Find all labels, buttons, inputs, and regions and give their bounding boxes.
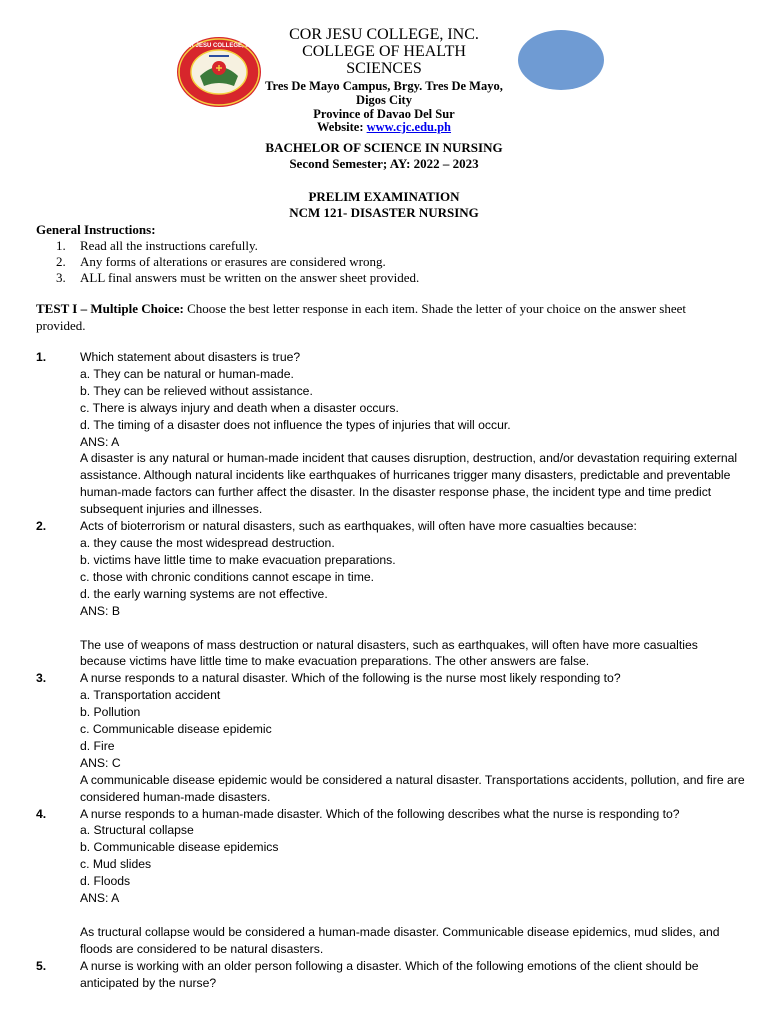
option: b. victims have little time to make evacuation preparations. xyxy=(80,552,396,567)
test1-instruction-text: Choose the best letter response in each item. Shade the letter of your choice on the answer sheet provided. xyxy=(36,301,686,333)
option: b. Communicable disease epidemics xyxy=(80,840,279,855)
option: a. They can be natural or human-made. xyxy=(80,366,294,381)
question-item xyxy=(36,958,746,992)
address-line1: Tres De Mayo Campus, Brgy. Tres De Mayo, xyxy=(265,79,503,93)
instruction-item xyxy=(56,254,386,270)
option: c. Communicable disease epidemic xyxy=(80,722,272,737)
exam-course: NCM 121- DISASTER NURSING xyxy=(289,205,479,220)
question-number: 1. xyxy=(36,350,47,364)
option: a. Structural collapse xyxy=(80,823,194,838)
test1-label: TEST I – Multiple Choice: xyxy=(36,301,184,316)
document-header xyxy=(0,0,768,140)
option: c. Mud slides xyxy=(80,857,152,872)
instruction-item xyxy=(56,238,258,254)
option: a. Transportation accident xyxy=(80,688,221,703)
address-line3: Province of Davao Del Sur xyxy=(313,107,455,121)
question-list xyxy=(36,349,746,992)
program-name: BACHELOR OF SCIENCE IN NURSING xyxy=(265,140,503,155)
answer-key: ANS: A xyxy=(80,891,120,906)
question-stem: Which statement about disasters is true? xyxy=(80,350,301,364)
option: d. the early warning systems are not effective. xyxy=(80,586,328,601)
question-number: 2. xyxy=(36,519,47,534)
question-stem: A nurse responds to a natural disaster. Which of the following is the nurse most likely responding to? xyxy=(80,671,621,686)
website-line xyxy=(0,120,768,135)
option: a. they cause the most widespread destruction. xyxy=(80,535,335,550)
test1-instructions xyxy=(36,300,736,334)
question-stem: Acts of bioterrorism or natural disasters, such as earthquakes, will often have more casualties because: xyxy=(80,519,637,534)
website-link[interactable]: www.cjc.edu.ph xyxy=(366,120,452,134)
question-stem: A nurse responds to a human-made disaster. Which of the following describes what the nurse is responding to? xyxy=(80,806,680,821)
answer-explanation: As tructural collapse would be considered a human-made disaster. Communicable disease epidemics, mud slides, and floods are considered to be natural disasters. xyxy=(80,925,720,956)
svg-text:COR JESU COLLEGE, INC.: COR JESU COLLEGE, INC. xyxy=(180,43,258,49)
answer-explanation: A disaster is any natural or human-made incident that causes disruption, destruction, and/or devastation requiring external assistance. Although natural incidents like earthquakes of hurricanes trigger many disasters, predictable and preventable human-made factors can further affect the disaster. In the disaster response phase, the incident type and time predict subsequent injuries and illnesses. xyxy=(80,451,738,517)
instruction-item xyxy=(56,270,419,286)
option: d. The timing of a disaster does not influence the types of injuries that will occur. xyxy=(80,417,511,432)
instruction-number: 1. xyxy=(56,238,66,253)
option: d. Floods xyxy=(80,874,131,889)
question-number: 3. xyxy=(36,671,47,686)
answer-key: ANS: A xyxy=(80,434,120,449)
instruction-number: 2. xyxy=(56,254,66,269)
question-stem: A nurse is working with an older person following a disaster. Which of the following emotions of the client should be anticipated by the nurse? xyxy=(80,958,699,990)
website-label: Website: xyxy=(316,120,364,134)
spacer xyxy=(80,907,746,924)
spacer xyxy=(80,620,746,637)
question-item xyxy=(36,349,746,518)
instruction-text: Read all the instructions carefully. xyxy=(80,238,258,253)
question-number: 5. xyxy=(36,958,47,973)
question-item xyxy=(36,518,746,670)
question-item xyxy=(36,670,746,805)
option: c. those with chronic conditions cannot escape in time. xyxy=(80,569,375,584)
answer-explanation: A communicable disease epidemic would be considered a natural disaster. Transportations accidents, pollution, and fire are considered human-made disasters. xyxy=(80,772,745,804)
option: b. They can be relieved without assistance. xyxy=(80,383,313,398)
instruction-number: 3. xyxy=(56,270,66,285)
question-item xyxy=(36,806,746,958)
instruction-text: ALL final answers must be written on the answer sheet provided. xyxy=(80,270,420,285)
option: d. Fire xyxy=(80,738,115,753)
college-name: COR JESU COLLEGE, INC. xyxy=(289,26,479,43)
general-instructions-title: General Instructions: xyxy=(36,222,156,237)
answer-key: ANS: B xyxy=(80,603,120,618)
answer-key: ANS: C xyxy=(80,755,121,770)
instruction-text: Any forms of alterations or erasures are considered wrong. xyxy=(80,254,386,269)
semester: Second Semester; AY: 2022 – 2023 xyxy=(289,156,479,171)
question-number: 4. xyxy=(36,806,47,821)
college-dept-line1: COLLEGE OF HEALTH xyxy=(302,43,466,60)
answer-explanation: The use of weapons of mass destruction or natural disasters, such as earthquakes, will often have more casualties because victims have little time to make evacuation preparations. The other answers are false. xyxy=(80,637,698,669)
option: c. There is always injury and death when a disaster occurs. xyxy=(80,400,399,415)
option: b. Pollution xyxy=(80,705,141,720)
exam-title: PRELIM EXAMINATION xyxy=(308,189,460,204)
college-dept-line2: SCIENCES xyxy=(346,60,422,77)
address-line2: Digos City xyxy=(356,93,412,107)
